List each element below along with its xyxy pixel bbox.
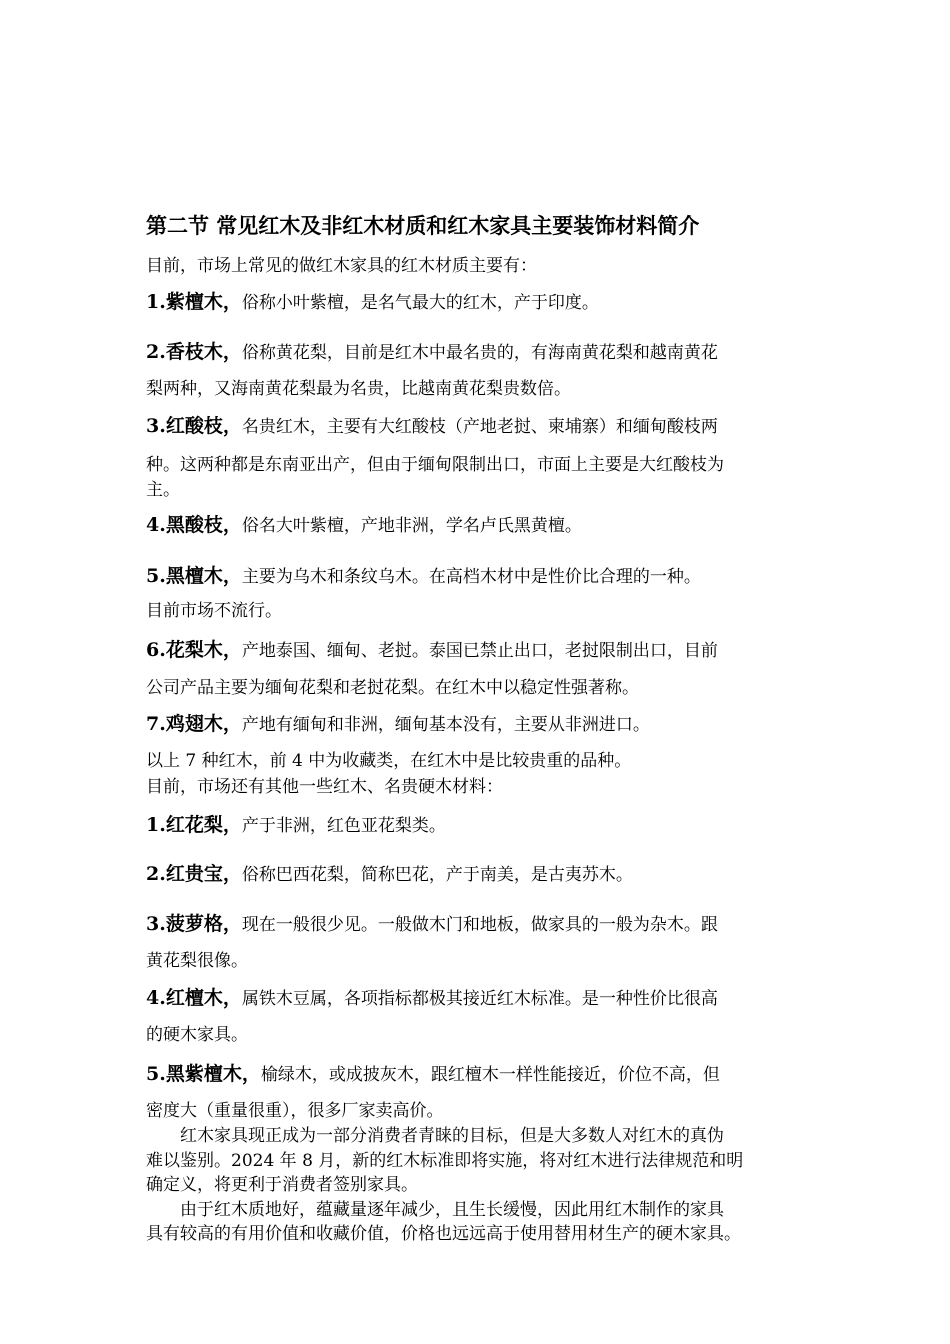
list-item bbox=[146, 342, 718, 363]
list-item bbox=[146, 292, 599, 313]
item-name: 黑紫檀木， bbox=[165, 1063, 261, 1085]
item-number: 6. bbox=[146, 639, 166, 661]
list-item bbox=[146, 416, 718, 437]
item-name: 红酸枝， bbox=[165, 415, 242, 437]
item-text: 俗称小叶紫檀，是名气最大的红木，产于印度。 bbox=[241, 293, 599, 313]
item-name: 黑檀木， bbox=[165, 565, 242, 587]
summary-text: 以上 7 种红木，前 4 中为收藏类，在红木中是比较贵重的品种。 bbox=[146, 751, 632, 771]
item-text: 俗称黄花梨，目前是红木中最名贵的，有海南黄花梨和越南黄花 bbox=[241, 343, 718, 363]
section-title: 第二节 常见红木及非红木材质和红木家具主要装饰材料简介 bbox=[146, 213, 700, 238]
item-number: 3. bbox=[146, 913, 166, 935]
intro-text: 目前，市场上常见的做红木家具的红木材质主要有： bbox=[146, 256, 537, 276]
list-item bbox=[146, 1064, 720, 1085]
item-name: 红花梨， bbox=[165, 814, 242, 836]
paragraph-line: 由于红木质地好，蕴藏量逐年减少，且生长缓慢，因此用红木制作的家具 bbox=[180, 1200, 724, 1220]
list-item bbox=[146, 640, 718, 661]
paragraph-line: 具有较高的有用价值和收藏价值，价格也远远高于使用替用材生产的硬木家具。 bbox=[146, 1224, 741, 1244]
item-name: 香枝木， bbox=[165, 341, 242, 363]
list-item bbox=[146, 714, 650, 735]
item-name: 紫檀木， bbox=[165, 291, 242, 313]
item-text: 名贵红木，主要有大红酸枝（产地老挝、柬埔寨）和缅甸酸枝两 bbox=[241, 417, 718, 437]
item-text: 产地有缅甸和非洲，缅甸基本没有，主要从非洲进口。 bbox=[241, 715, 650, 735]
item-number: 7. bbox=[146, 713, 166, 735]
item-text-line: 黄花梨很像。 bbox=[146, 951, 248, 971]
item-text: 主要为乌木和条纹乌木。在高档木材中是性价比合理的一种。 bbox=[241, 567, 701, 587]
item-number: 1. bbox=[146, 291, 166, 313]
list-item bbox=[146, 988, 718, 1009]
intro2-text: 目前，市场还有其他一些红木、名贵硬木材料： bbox=[146, 777, 503, 797]
item-text-line: 密度大（重量很重），很多厂家卖高价。 bbox=[146, 1101, 444, 1121]
item-name: 黑酸枝， bbox=[165, 514, 242, 536]
item-number: 4. bbox=[146, 987, 166, 1009]
item-name: 红贵宝， bbox=[165, 863, 242, 885]
item-text: 俗名大叶紫檀，产地非洲，学名卢氏黑黄檀。 bbox=[241, 516, 582, 536]
item-number: 5. bbox=[146, 565, 166, 587]
list-item bbox=[146, 815, 446, 836]
item-number: 1. bbox=[146, 814, 166, 836]
item-text-line: 梨两种，又海南黄花梨最为名贵，比越南黄花梨贵数倍。 bbox=[146, 379, 571, 399]
item-text-line: 公司产品主要为缅甸花梨和老挝花梨。在红木中以稳定性强著称。 bbox=[146, 678, 639, 698]
item-text-line: 主。 bbox=[146, 480, 180, 500]
item-text: 产地泰国、缅甸、老挝。泰国已禁止出口，老挝限制出口，目前 bbox=[241, 641, 718, 661]
item-number: 5. bbox=[146, 1063, 166, 1085]
item-number: 2. bbox=[146, 863, 166, 885]
item-text: 榆绿木，或成披灰木，跟红檀木一样性能接近，价位不高，但 bbox=[260, 1065, 720, 1085]
paragraph-line: 红木家具现正成为一部分消费者青睐的目标，但是大多数人对红木的真伪 bbox=[180, 1126, 724, 1146]
list-item bbox=[146, 566, 701, 587]
list-item bbox=[146, 515, 582, 536]
item-text-line: 种。这两种都是东南亚出产，但由于缅甸限制出口，市面上主要是大红酸枝为 bbox=[146, 455, 724, 475]
paragraph-line: 难以鉴别。2024 年 8 月，新的红木标准即将实施，将对红木进行法律规范和明 bbox=[146, 1151, 744, 1171]
item-text-line: 的硬木家具。 bbox=[146, 1025, 248, 1045]
item-name: 菠萝格， bbox=[165, 913, 242, 935]
item-text: 属铁木豆属，各项指标都极其接近红木标准。是一种性价比很高 bbox=[241, 989, 718, 1009]
item-text-line: 目前市场不流行。 bbox=[146, 601, 282, 621]
item-number: 3. bbox=[146, 415, 166, 437]
item-name: 鸡翅木， bbox=[165, 713, 242, 735]
list-item bbox=[146, 914, 718, 935]
item-number: 2. bbox=[146, 341, 166, 363]
item-name: 花梨木， bbox=[165, 639, 242, 661]
item-text: 俗称巴西花梨，简称巴花，产于南美，是古夷苏木。 bbox=[241, 865, 633, 885]
item-number: 4. bbox=[146, 514, 166, 536]
item-text: 产于非洲，红色亚花梨类。 bbox=[241, 816, 446, 836]
item-text: 现在一般很少见。一般做木门和地板，做家具的一般为杂木。跟 bbox=[241, 915, 718, 935]
list-item bbox=[146, 864, 633, 885]
item-name: 红檀木， bbox=[165, 987, 242, 1009]
paragraph-line: 确定义，将更利于消费者签别家具。 bbox=[146, 1175, 418, 1195]
